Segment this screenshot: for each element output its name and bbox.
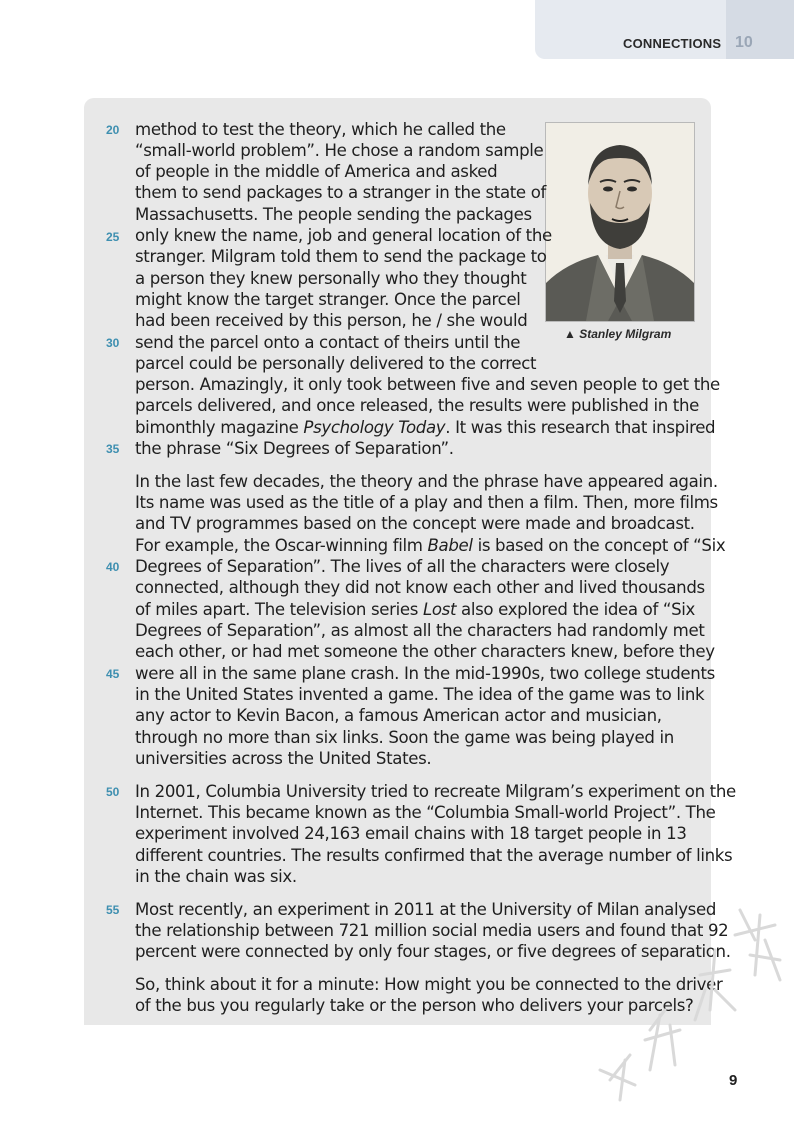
text-line: them to send packages to a stranger in the state of	[135, 183, 546, 202]
portrait-caption: ▲ Stanley Milgram	[564, 327, 672, 341]
film-title: Babel	[427, 536, 473, 555]
text-line	[135, 599, 695, 620]
line-number: 30	[106, 336, 120, 350]
text-run: bimonthly magazine	[135, 418, 304, 437]
line-number: 20	[106, 123, 120, 137]
text-line: of the bus you regularly take or the person who delivers your parcels?	[135, 996, 694, 1015]
text-line: method to test the theory, which he called the	[135, 120, 506, 139]
text-line: universities across the United States.	[135, 749, 432, 768]
series-title: Lost	[422, 600, 457, 619]
line-number: 50	[106, 785, 120, 799]
text-line: through no more than six links. Soon the game was being played in	[135, 728, 674, 747]
text-run: For example, the Oscar-winning film	[135, 536, 428, 555]
text-line: of people in the middle of America and asked	[135, 162, 498, 181]
text-line	[135, 417, 715, 438]
text-line: different countries. The results confirmed that the average number of links	[135, 846, 733, 865]
line-number: 25	[106, 230, 120, 244]
text-line: Most recently, an experiment in 2011 at the University of Milan analysed	[135, 900, 717, 919]
text-line: Its name was used as the title of a play and then a film. Then, more films	[135, 493, 718, 512]
line-number: 45	[106, 667, 120, 681]
text-run: is based on the concept of “Six	[472, 536, 726, 555]
text-line: any actor to Kevin Bacon, a famous American actor and musician,	[135, 706, 662, 725]
text-line: percent were connected by only four stages, or five degrees of separation.	[135, 942, 731, 961]
text-line: might know the target stranger. Once the parcel	[135, 290, 521, 309]
text-line: “small-world problem”. He chose a random sample	[135, 141, 544, 160]
portrait-illustration	[546, 123, 694, 321]
text-run: . It was this research that inspired	[445, 418, 716, 437]
text-line: each other, or had met someone the other characters knew, before they	[135, 642, 715, 661]
text-line	[135, 535, 725, 556]
magazine-title: Psychology Today	[303, 418, 446, 437]
text-run: also explored the idea of “Six	[456, 600, 696, 619]
text-line: a person they knew personally who they thought	[135, 269, 527, 288]
text-line: and TV programmes based on the concept were made and broadcast.	[135, 514, 695, 533]
text-line: stranger. Milgram told them to send the package to	[135, 247, 547, 266]
text-run: of miles apart. The television series	[135, 600, 423, 619]
text-line: parcel could be personally delivered to the correct	[135, 354, 537, 373]
text-line: in the chain was six.	[135, 867, 297, 886]
text-line: only knew the name, job and general location of the	[135, 226, 552, 245]
text-line: connected, although they did not know each other and lived thousands	[135, 578, 705, 597]
stanley-milgram-portrait	[545, 122, 695, 322]
text-line: In 2001, Columbia University tried to recreate Milgram’s experiment on the	[135, 782, 736, 801]
text-line: Internet. This became known as the “Columbia Small-world Project”. The	[135, 803, 716, 822]
publisher-watermark	[590, 880, 790, 1110]
page-number: 9	[729, 1072, 738, 1089]
line-number: 55	[106, 903, 120, 917]
text-line: had been received by this person, he / she would	[135, 311, 528, 330]
section-title: CONNECTIONS	[623, 36, 722, 51]
text-line: So, think about it for a minute: How might you be connected to the driver	[135, 975, 723, 994]
text-line: person. Amazingly, it only took between five and seven people to get the	[135, 375, 720, 394]
text-line: send the parcel onto a contact of theirs until the	[135, 333, 521, 352]
text-line: the relationship between 721 million social media users and found that 92	[135, 921, 729, 940]
text-line: parcels delivered, and once released, the results were published in the	[135, 396, 699, 415]
text-line: in the United States invented a game. The idea of the game was to link	[135, 685, 705, 704]
text-line: Massachusetts. The people sending the packages	[135, 205, 532, 224]
text-line: In the last few decades, the theory and the phrase have appeared again.	[135, 472, 718, 491]
unit-number: 10	[735, 34, 753, 51]
line-number: 35	[106, 442, 120, 456]
text-line: were all in the same plane crash. In the mid-1990s, two college students	[135, 664, 715, 683]
text-line: the phrase “Six Degrees of Separation”.	[135, 439, 454, 458]
text-line: experiment involved 24,163 email chains with 18 target people in 13	[135, 824, 687, 843]
text-line: Degrees of Separation”, as almost all the characters had randomly met	[135, 621, 705, 640]
text-line: Degrees of Separation”. The lives of all the characters were closely	[135, 557, 670, 576]
line-number: 40	[106, 560, 120, 574]
